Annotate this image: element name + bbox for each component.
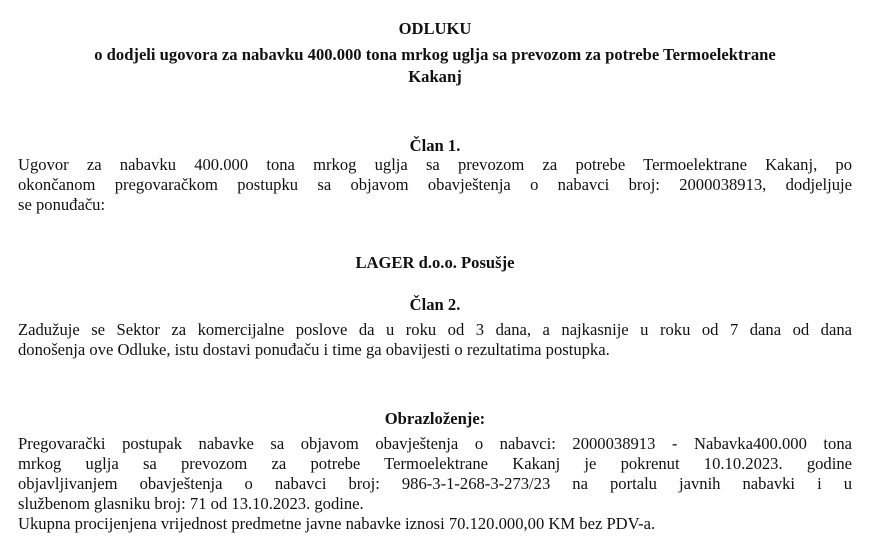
- explanation-line-5: Ukupna procijenjena vrijednost predmetne javne nabavke iznosi 70.120.000,00 KM bez PDV-a.: [18, 514, 656, 533]
- explanation-body: [18, 434, 852, 534]
- selected-bidder: LAGER d.o.o. Posušje: [355, 253, 515, 272]
- explanation-line-4: službenom glasniku broj: 71 od 13.10.2023. godine.: [18, 494, 364, 513]
- subtitle-line-2: Kakanj: [408, 67, 462, 86]
- article-1-body: [18, 155, 852, 215]
- explanation-heading: Obrazloženje:: [384, 409, 486, 428]
- explanation-line-3: objavljivanjem obavještenja o nabavci broj: 986-3-1-268-3-273/23 na portalu javnih nabavki i u: [18, 474, 852, 493]
- document-title: ODLUKU: [398, 19, 472, 38]
- explanation-line-1: Pregovarački postupak nabavke sa objavom obavještenja o nabavci: 2000038913 - Nabavka400.000 tona: [18, 434, 852, 453]
- article-2-line-2: donošenja ove Odluke, istu dostavi ponuđaču i time ga obavijesti o rezultatima postupka.: [18, 340, 610, 359]
- article-1-heading: Član 1.: [409, 136, 461, 155]
- document-subtitle: [18, 44, 852, 88]
- article-1-line-1: Ugovor za nabavku 400.000 tona mrkog uglja sa prevozom za potrebe Termoelektrane Kakanj, po: [18, 155, 852, 174]
- article-1-line-3: se ponuđaču:: [18, 195, 106, 214]
- article-2-heading: Član 2.: [409, 295, 461, 314]
- subtitle-line-1: o dodjeli ugovora za nabavku 400.000 tona mrkog uglja sa prevozom za potrebe Termoelektrane: [94, 45, 776, 64]
- explanation-line-2: mrkog uglja sa prevozom za potrebe Termoelektrane Kakanj je pokrenut 10.10.2023. godine: [18, 454, 852, 473]
- article-2-body: [18, 320, 852, 360]
- article-2-line-1: Zadužuje se Sektor za komercijalne poslove da u roku od 3 dana, a najkasnije u roku od 7 dana od dana: [18, 320, 852, 339]
- article-1-line-2: okončanom pregovaračkom postupku sa objavom obavještenja o nabavci broj: 2000038913, dodjeljuje: [18, 175, 852, 194]
